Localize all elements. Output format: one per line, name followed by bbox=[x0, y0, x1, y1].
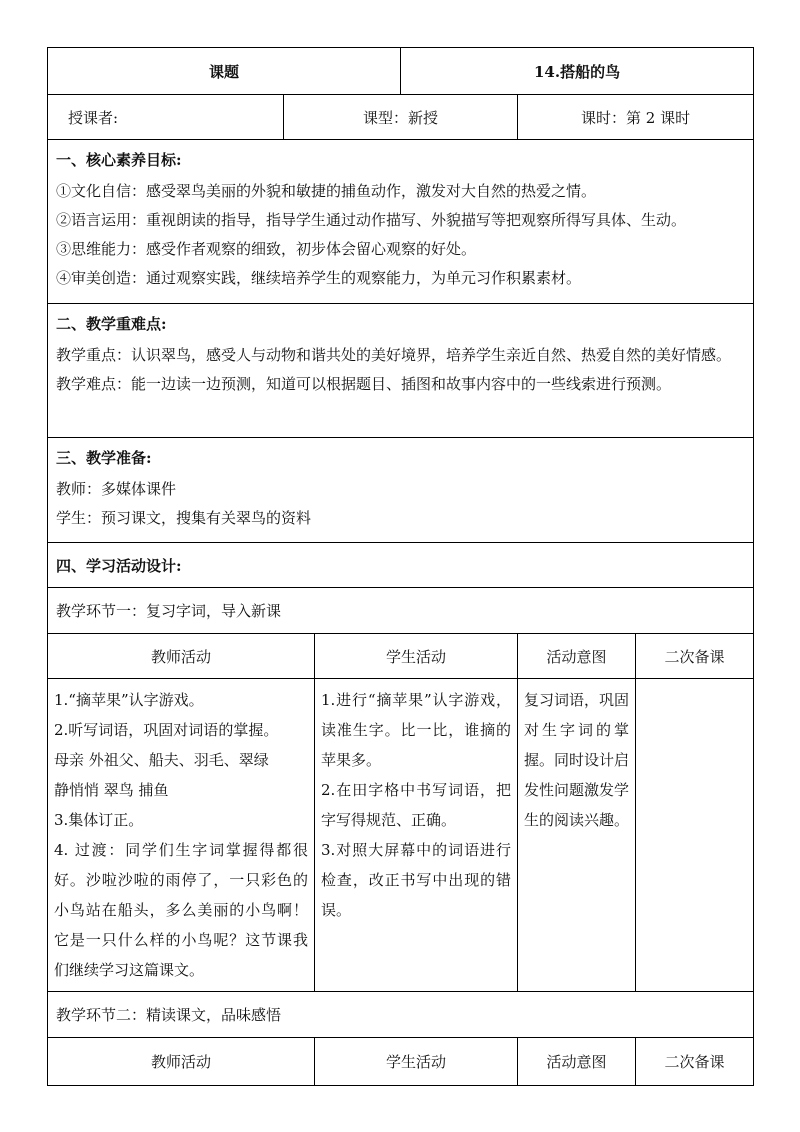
preparation-item: 学生：预习课文，搜集有关翠鸟的资料 bbox=[56, 509, 312, 527]
teacher-activity-line: 静悄悄 翠鸟 捕鱼 bbox=[54, 781, 169, 799]
column-header: 活动意图 bbox=[518, 1038, 636, 1086]
second-prep-cell bbox=[636, 679, 754, 992]
student-activity-cell bbox=[315, 679, 518, 992]
key-point-item: 教学难点：能一边读一边预测，知道可以根据题目、插图和故事内容中的一些线索进行预测。 bbox=[56, 375, 672, 393]
stage1-column-headers bbox=[48, 634, 754, 679]
section-key-points bbox=[48, 304, 754, 438]
column-header: 活动意图 bbox=[518, 634, 636, 679]
teacher-activity-line: 母亲 外祖父、船夫、羽毛、翠绿 bbox=[54, 751, 269, 769]
section-title: 三、教学准备: bbox=[56, 449, 152, 467]
column-header: 二次备课 bbox=[636, 634, 754, 679]
section-title: 四、学习活动设计: bbox=[48, 543, 754, 588]
activity-intent-text: 复习词语，巩固对生字词的掌握。同时设计启发性问题激发学生的阅读兴趣。 bbox=[524, 691, 630, 829]
section-title: 二、教学重难点: bbox=[56, 315, 167, 333]
section-preparation bbox=[48, 438, 754, 543]
student-activity-line: 2.在田字格中书写词语，把字写得规范、正确。 bbox=[321, 781, 512, 829]
topic-label: 课题 bbox=[48, 48, 401, 95]
teacher-activity-cell bbox=[48, 679, 315, 992]
objective-item: ④审美创造：通过观察实践，继续培养学生的观察能力，为单元习作积累素材。 bbox=[56, 269, 582, 287]
stage1-title-row bbox=[48, 588, 754, 634]
stage1-title: 教学环节一：复习字词，导入新课 bbox=[48, 588, 754, 634]
section-objectives bbox=[48, 140, 754, 304]
title-row bbox=[48, 48, 754, 95]
lesson-period: 课时：第 2 课时 bbox=[518, 95, 754, 140]
teacher-activity-line: 1.“摘苹果”认字游戏。 bbox=[54, 691, 204, 709]
student-activity-line: 1.进行“摘苹果”认字游戏，读准生字。比一比，谁摘的苹果多。 bbox=[321, 691, 512, 769]
info-row bbox=[48, 95, 754, 140]
lesson-plan bbox=[47, 47, 753, 1086]
section-title: 一、核心素养目标: bbox=[56, 151, 182, 169]
stage2-column-headers bbox=[48, 1038, 754, 1086]
objective-item: ②语言运用：重视朗读的指导，指导学生通过动作描写、外貌描写等把观察所得写具体、生动。 bbox=[56, 211, 687, 229]
topic-value: 14.搭船的鸟 bbox=[401, 48, 754, 95]
section-activity-design bbox=[48, 543, 754, 588]
column-header: 教师活动 bbox=[48, 634, 315, 679]
key-point-item: 教学重点：认识翠鸟，感受人与动物和谐共处的美好境界，培养学生亲近自然、热爱自然的美好情感。 bbox=[56, 346, 732, 364]
column-header: 学生活动 bbox=[315, 1038, 518, 1086]
stage1-content-row bbox=[48, 679, 754, 992]
column-header: 教师活动 bbox=[48, 1038, 315, 1086]
stage2-title-row bbox=[48, 992, 754, 1038]
teacher-name: 授课者: bbox=[48, 95, 284, 140]
stage2-title: 教学环节二：精读课文，品味感悟 bbox=[48, 992, 754, 1038]
activity-intent-cell bbox=[518, 679, 636, 992]
student-activity-line: 3.对照大屏幕中的词语进行检查，改正书写中出现的错误。 bbox=[321, 841, 512, 919]
preparation-item: 教师：多媒体课件 bbox=[56, 480, 177, 498]
objective-item: ③思维能力：感受作者观察的细致，初步体会留心观察的好处。 bbox=[56, 240, 477, 258]
lesson-table bbox=[47, 47, 754, 1086]
lesson-type: 课型：新授 bbox=[284, 95, 518, 140]
column-header: 学生活动 bbox=[315, 634, 518, 679]
teacher-activity-line: 4. 过渡：同学们生字词掌握得都很好。沙啦沙啦的雨停了，一只彩色的小鸟站在船头，多么美丽的小鸟啊！它是一只什么样的小鸟呢？这节课我们继续学习这篇课文。 bbox=[54, 841, 308, 979]
objective-item: ①文化自信：感受翠鸟美丽的外貌和敏捷的捕鱼动作，激发对大自然的热爱之情。 bbox=[56, 182, 597, 200]
teacher-activity-line: 3.集体订正。 bbox=[54, 811, 144, 829]
column-header: 二次备课 bbox=[636, 1038, 754, 1086]
teacher-activity-line: 2.听写词语，巩固对词语的掌握。 bbox=[54, 721, 279, 739]
